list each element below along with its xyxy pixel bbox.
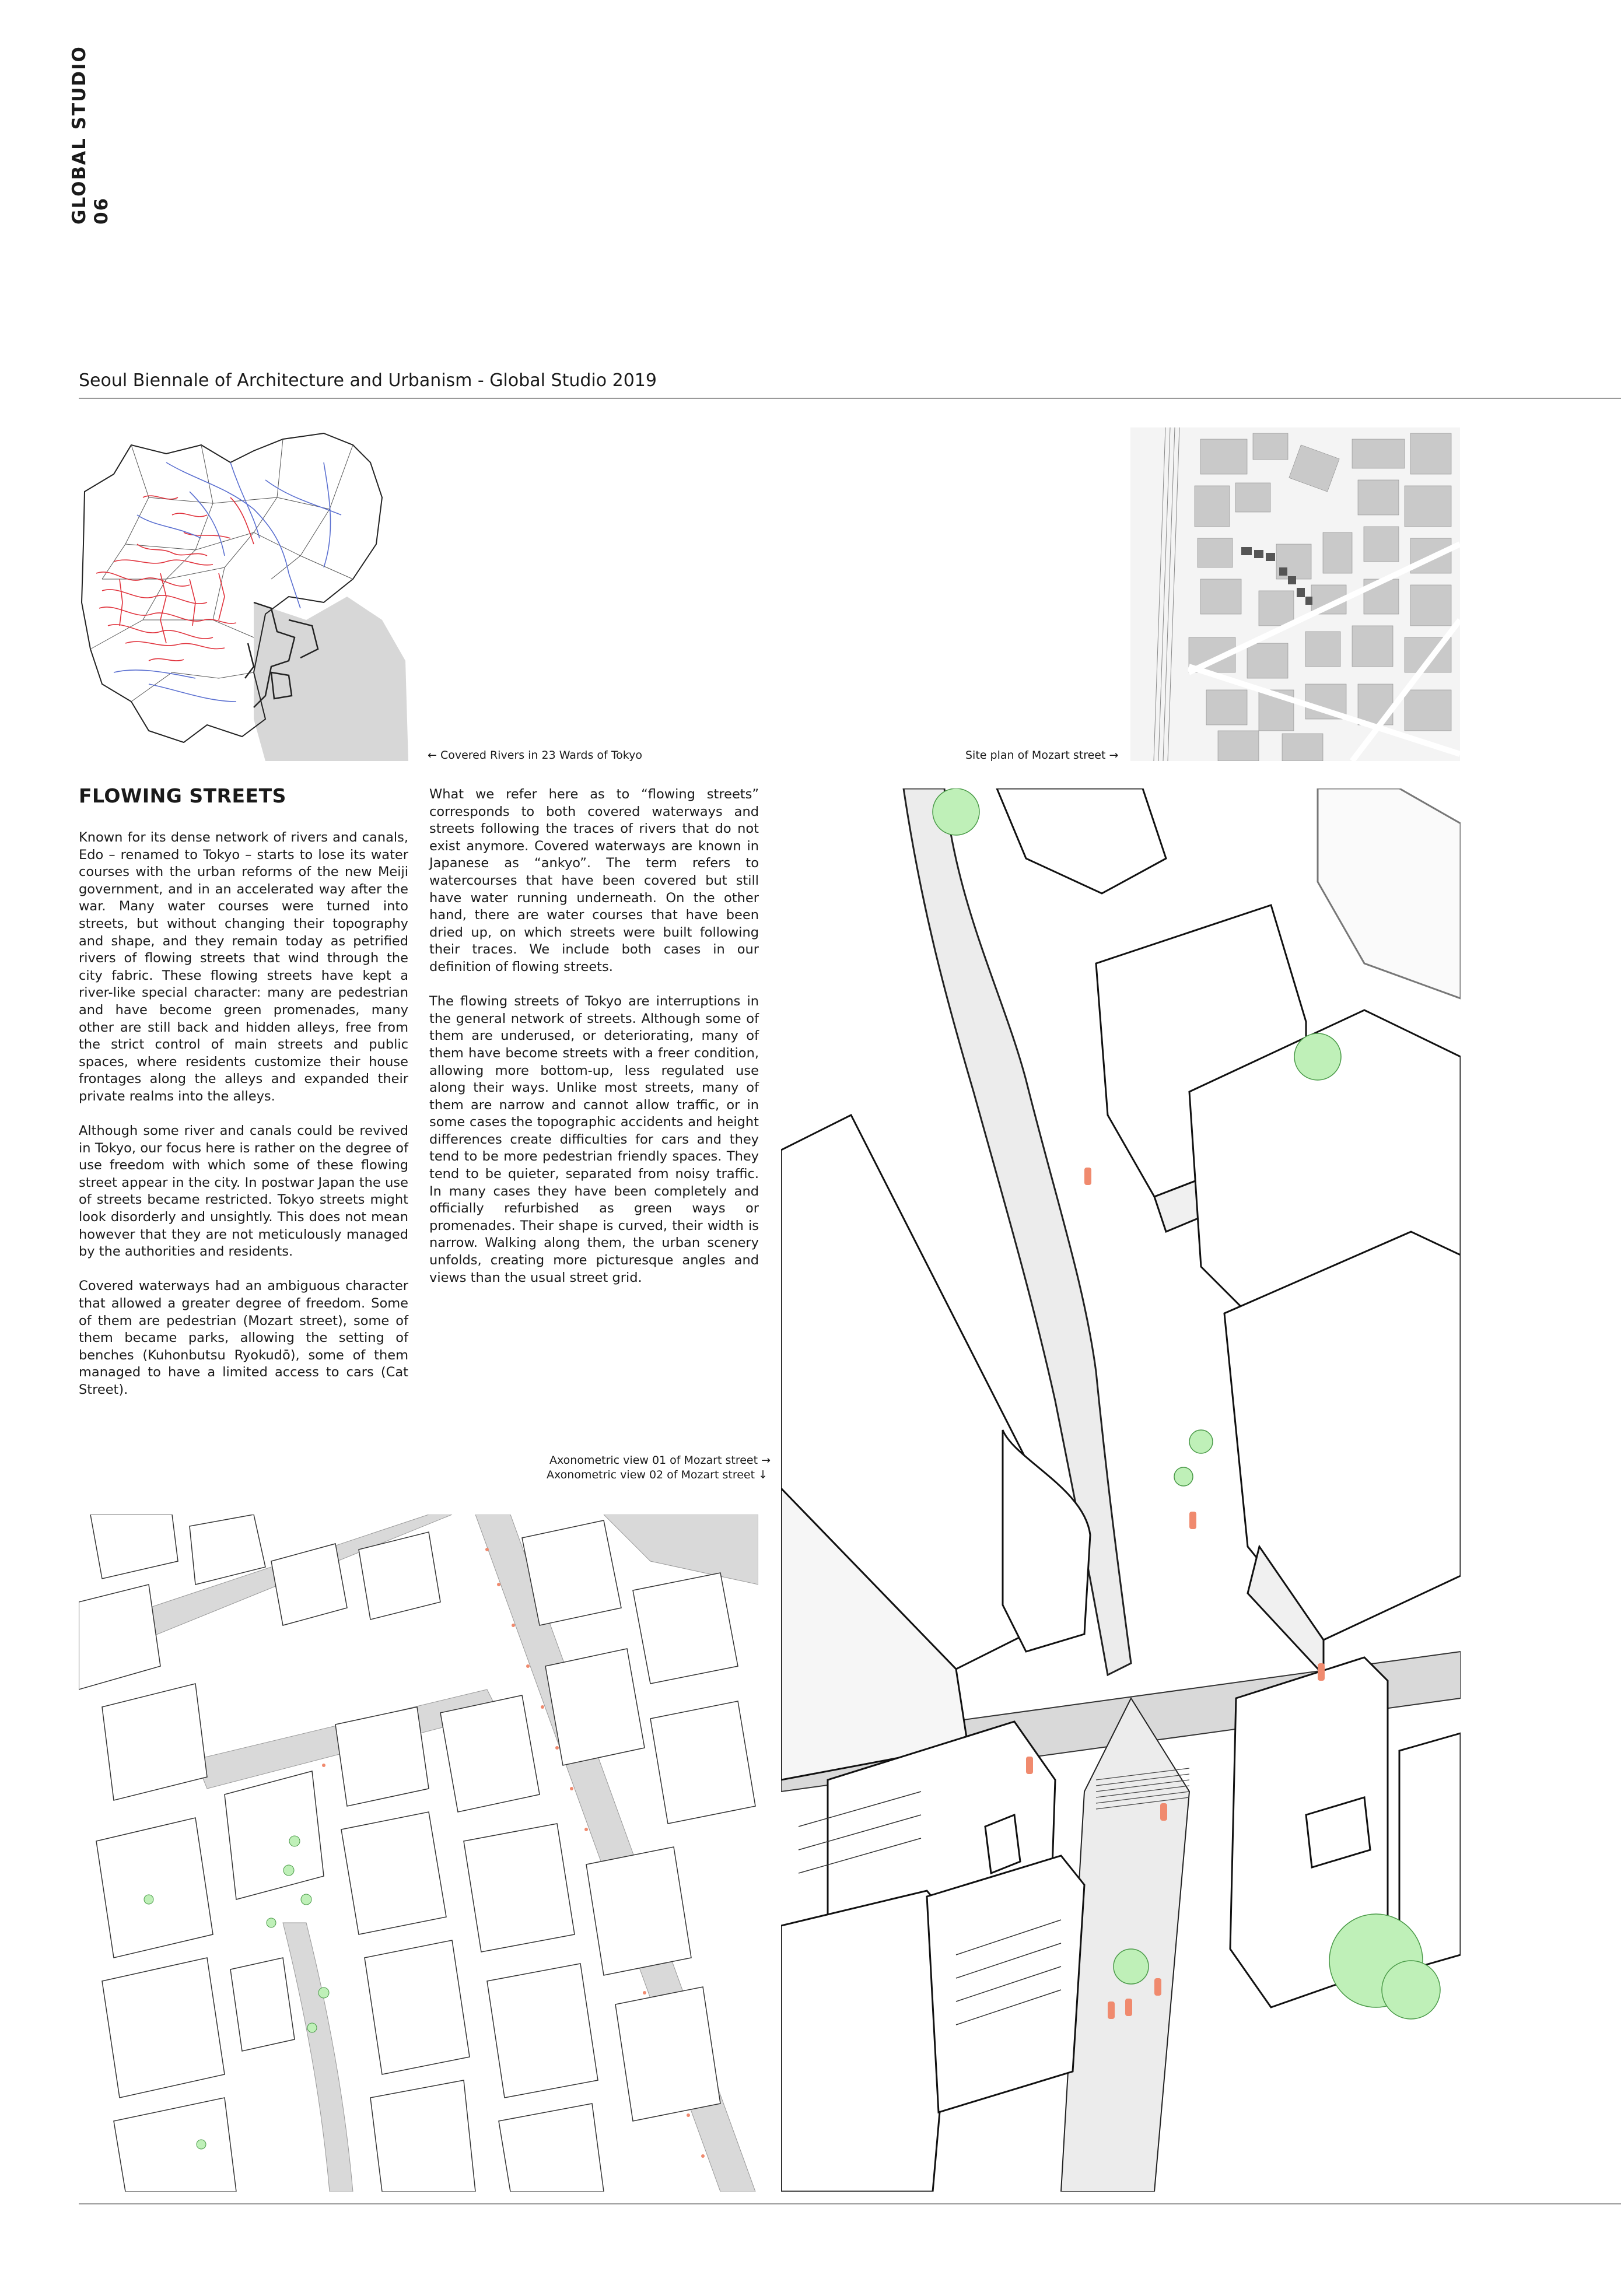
covered-rivers (96, 496, 254, 661)
side-label (69, 45, 139, 225)
col2-paragraph-2: The flowing streets of Tokyo are interruptions in the general network of streets. Although some of them are underused, or deteriorating, many of them have become streets with a freer condition, allowing more bottom-up, less regulated use along their ways. Unlike most streets, many of them are narrow and cannot allow traffic, or in some cases the topographic accidents and height differences create difficulties for cars and they tend to be more pedestrian friendly spaces. They tend to be quieter, separated from noisy traffic. In many cases they have been completely and officially refurbished as green ways or promenades. Their shape is curved, their width is narrow. Walking along them, the urban scenery unfolds, creating more picturesque angles and views than the usual street grid. (429, 994, 759, 1285)
col2-paragraph-1: What we refer here as to “flowing streets” corresponds to both covered waterways and streets following the traces of rivers that do not exist anymore. Covered waterways are known in Japanese as “ankyo”. The term refers to watercourses that have been covered but still have water running underneath. On the other hand, there are water courses that have been dried up, on which streets were built following their traces. We include both cases in our definition of flowing streets. (429, 787, 759, 975)
axo-02-caption: Axonometric view 02 of Mozart street ↓ (547, 1468, 768, 1481)
site-plan-figure (1130, 427, 1460, 761)
col1-paragraph-1: Known for its dense network of rivers and canals, Edo – renamed to Tokyo – starts to lose its water courses with the urban reforms of the new Meiji government, and in an accelerated way after the war. Many water courses were turned into streets, but without changing their topography and shape, and they remain today as petrified rivers of flowing streets that wind through the city fabric. These flowing streets have kept a river-like special character: many are pedestrian and have become green promenades, many other are still back and hidden alleys, free from the strict control of main streets and public spaces, where residents customize their house frontages along the alleys and expanded their private realms into the alleys. (79, 830, 408, 1104)
footer-rule (79, 2203, 1621, 2204)
side-label-line1: GLOBAL STUDIO (69, 45, 90, 225)
axo-01-caption: Axonometric view 01 of Mozart street → (549, 1454, 771, 1467)
header-rule (79, 398, 1621, 399)
axo-02-svg (79, 1515, 758, 2192)
article-column-2 (429, 786, 759, 1304)
axo-01-svg (781, 788, 1461, 2192)
site-plan-svg (1130, 427, 1460, 761)
col1-paragraph-3: Covered waterways had an ambiguous character that allowed a greater degree of freedom. Some of them are pedestrian (Mozart street), some of them became parks, allowing the setting of benches (Kuhonbutsu Ryokudō), some of them managed to have a limited access to cars (Cat Street). (79, 1278, 408, 1397)
side-label-line2: 06 (91, 197, 112, 225)
rivers-map-figure (79, 427, 408, 761)
page-header-title: Seoul Biennale of Architecture and Urbanism - Global Studio 2019 (79, 370, 657, 391)
rivers-map-caption: ← Covered Rivers in 23 Wards of Tokyo (428, 749, 642, 762)
axonometric-view-01 (781, 788, 1461, 2192)
article-column-1 (79, 829, 408, 1416)
article-title: FLOWING STREETS (79, 784, 286, 807)
rivers-map-svg (79, 427, 408, 761)
site-plan-caption: Site plan of Mozart street → (965, 749, 1119, 762)
axonometric-view-02 (79, 1515, 758, 2192)
col1-paragraph-2: Although some river and canals could be revived in Tokyo, our focus here is rather on the degree of use freedom with which some of these flowing street appear in the city. In postwar Japan the use of streets became restricted. Tokyo streets might look disorderly and unsightly. This does not mean however that they are not meticulously managed by the authorities and residents. (79, 1123, 408, 1260)
sea-area (254, 597, 408, 761)
